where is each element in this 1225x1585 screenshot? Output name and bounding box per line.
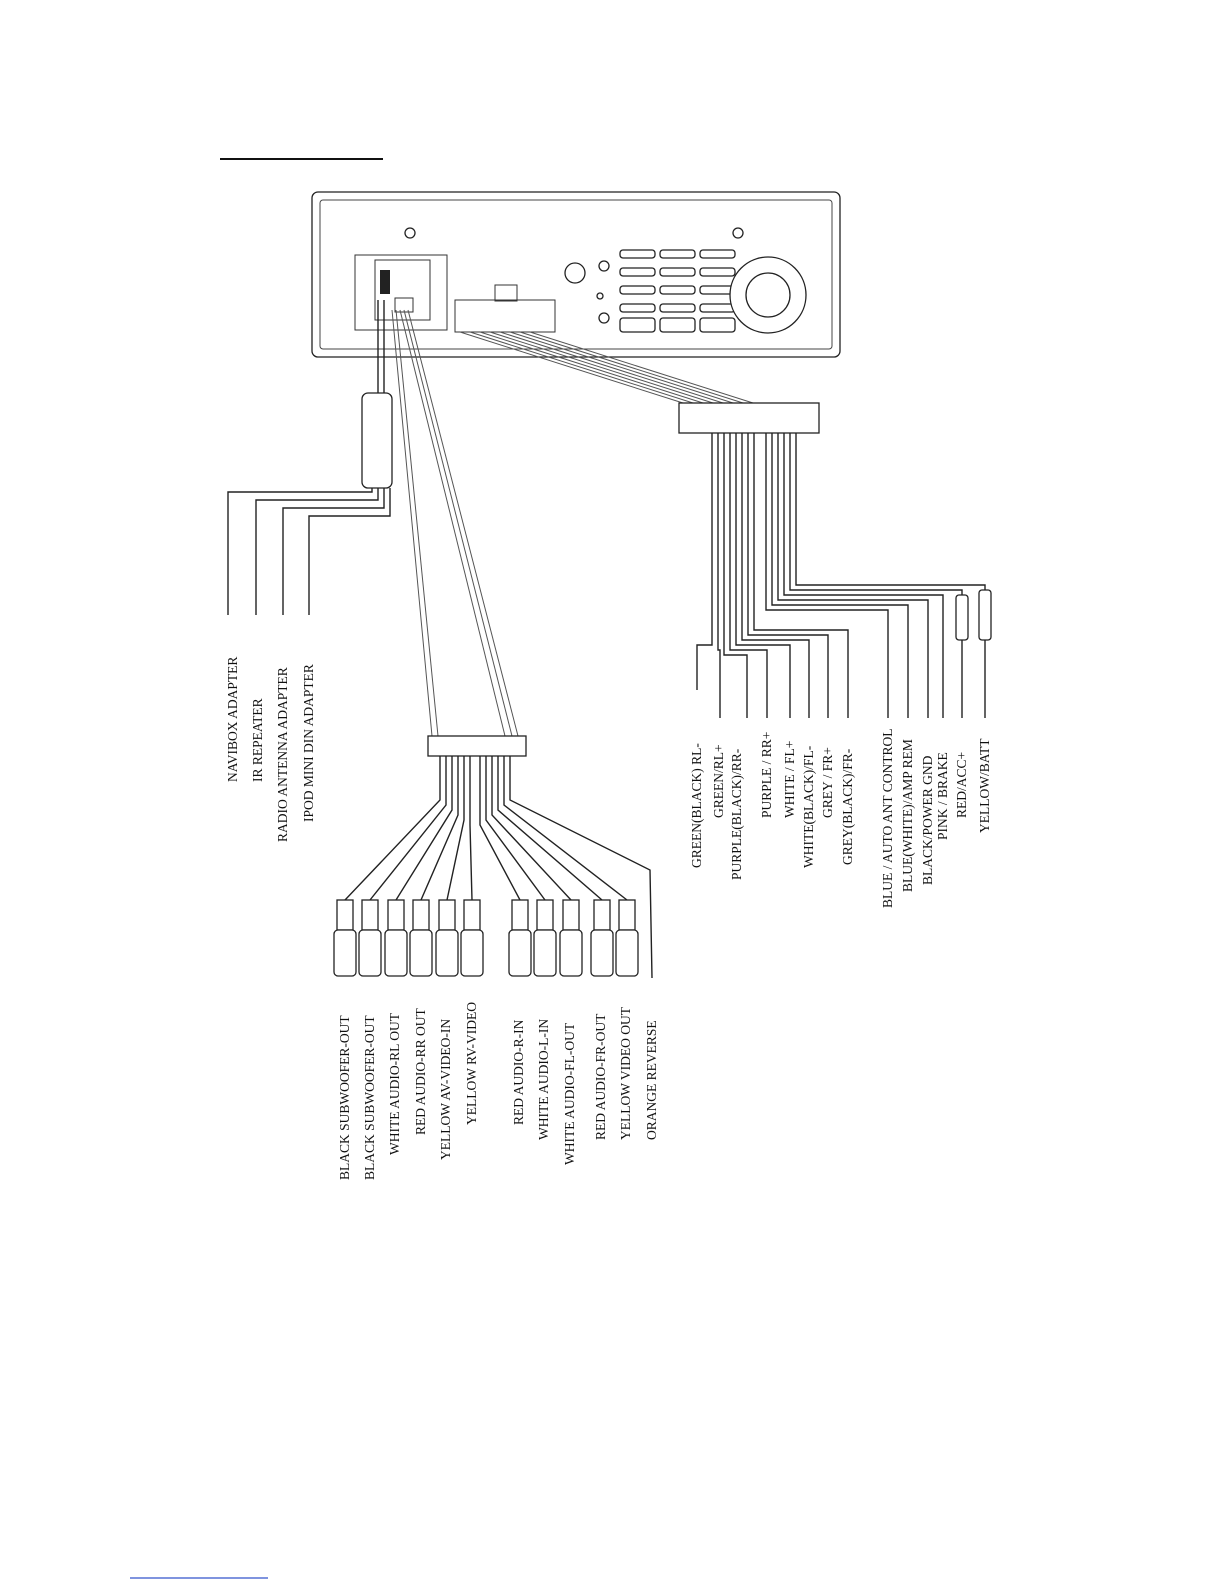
power-bundle	[460, 332, 991, 718]
fuse-acc	[956, 595, 968, 640]
label-power-4: PINK / BRAKE	[935, 752, 950, 840]
label-radio-antenna-adapter: RADIO ANTENNA ADAPTER	[275, 667, 290, 842]
head-unit	[312, 192, 840, 357]
label-power-1: BLUE / AUTO ANT CONTROL	[880, 728, 895, 908]
label-power-5: RED/ACC+	[954, 751, 969, 818]
label-rca-9: WHITE AUDIO-FL-OUT	[562, 1022, 577, 1165]
label-rca-12: ORANGE REVERSE	[644, 1020, 659, 1140]
label-navibox-adapter: NAVIBOX ADAPTER	[225, 656, 240, 782]
label-rca-11: YELLOW VIDEO OUT	[618, 1007, 633, 1140]
fuse-batt	[979, 590, 991, 640]
label-ir-repeater: IR REPEATER	[250, 698, 265, 782]
rca-plugs	[334, 900, 638, 976]
label-rca-7: RED AUDIO-R-IN	[511, 1019, 526, 1125]
label-power-2: BLUE(WHITE)/AMP REM	[900, 739, 915, 892]
label-speaker-8: GREY(BLACK)/FR-	[840, 748, 855, 865]
label-speaker-1: GREEN(BLACK) RL-	[689, 743, 704, 868]
label-speaker-2: GREEN/RL+	[711, 744, 726, 818]
label-rca-1: BLACK SUBWOOFER-OUT	[337, 1015, 352, 1180]
label-rca-4: RED AUDIO-RR OUT	[413, 1008, 428, 1135]
power-harness-block	[679, 403, 819, 433]
label-speaker-6: WHITE(BLACK)/FL-	[801, 745, 816, 868]
label-ipod-mini-din-adapter: IPOD MINI DIN ADAPTER	[301, 664, 316, 822]
label-rca-2: BLACK SUBWOOFER-OUT	[362, 1015, 377, 1180]
label-rca-3: WHITE AUDIO-RL OUT	[387, 1013, 402, 1155]
label-rca-5: YELLOW AV-VIDEO-IN	[438, 1018, 453, 1160]
label-speaker-7: GREY / FR+	[820, 747, 835, 818]
label-speaker-4: PURPLE / RR+	[759, 731, 774, 818]
label-speaker-3: PURPLE(BLACK)/RR-	[729, 748, 744, 880]
label-rca-10: RED AUDIO-FR-OUT	[593, 1013, 608, 1140]
label-rca-8: WHITE AUDIO-L-IN	[536, 1018, 551, 1140]
label-power-6: YELLOW/BATT	[977, 738, 992, 833]
label-speaker-5: WHITE / FL+	[782, 740, 797, 818]
label-rca-6: YELLOW RV-VIDEO	[464, 1001, 479, 1125]
label-power-3: BLACK/POWER GND	[920, 755, 935, 885]
rca-harness-block	[428, 736, 526, 756]
